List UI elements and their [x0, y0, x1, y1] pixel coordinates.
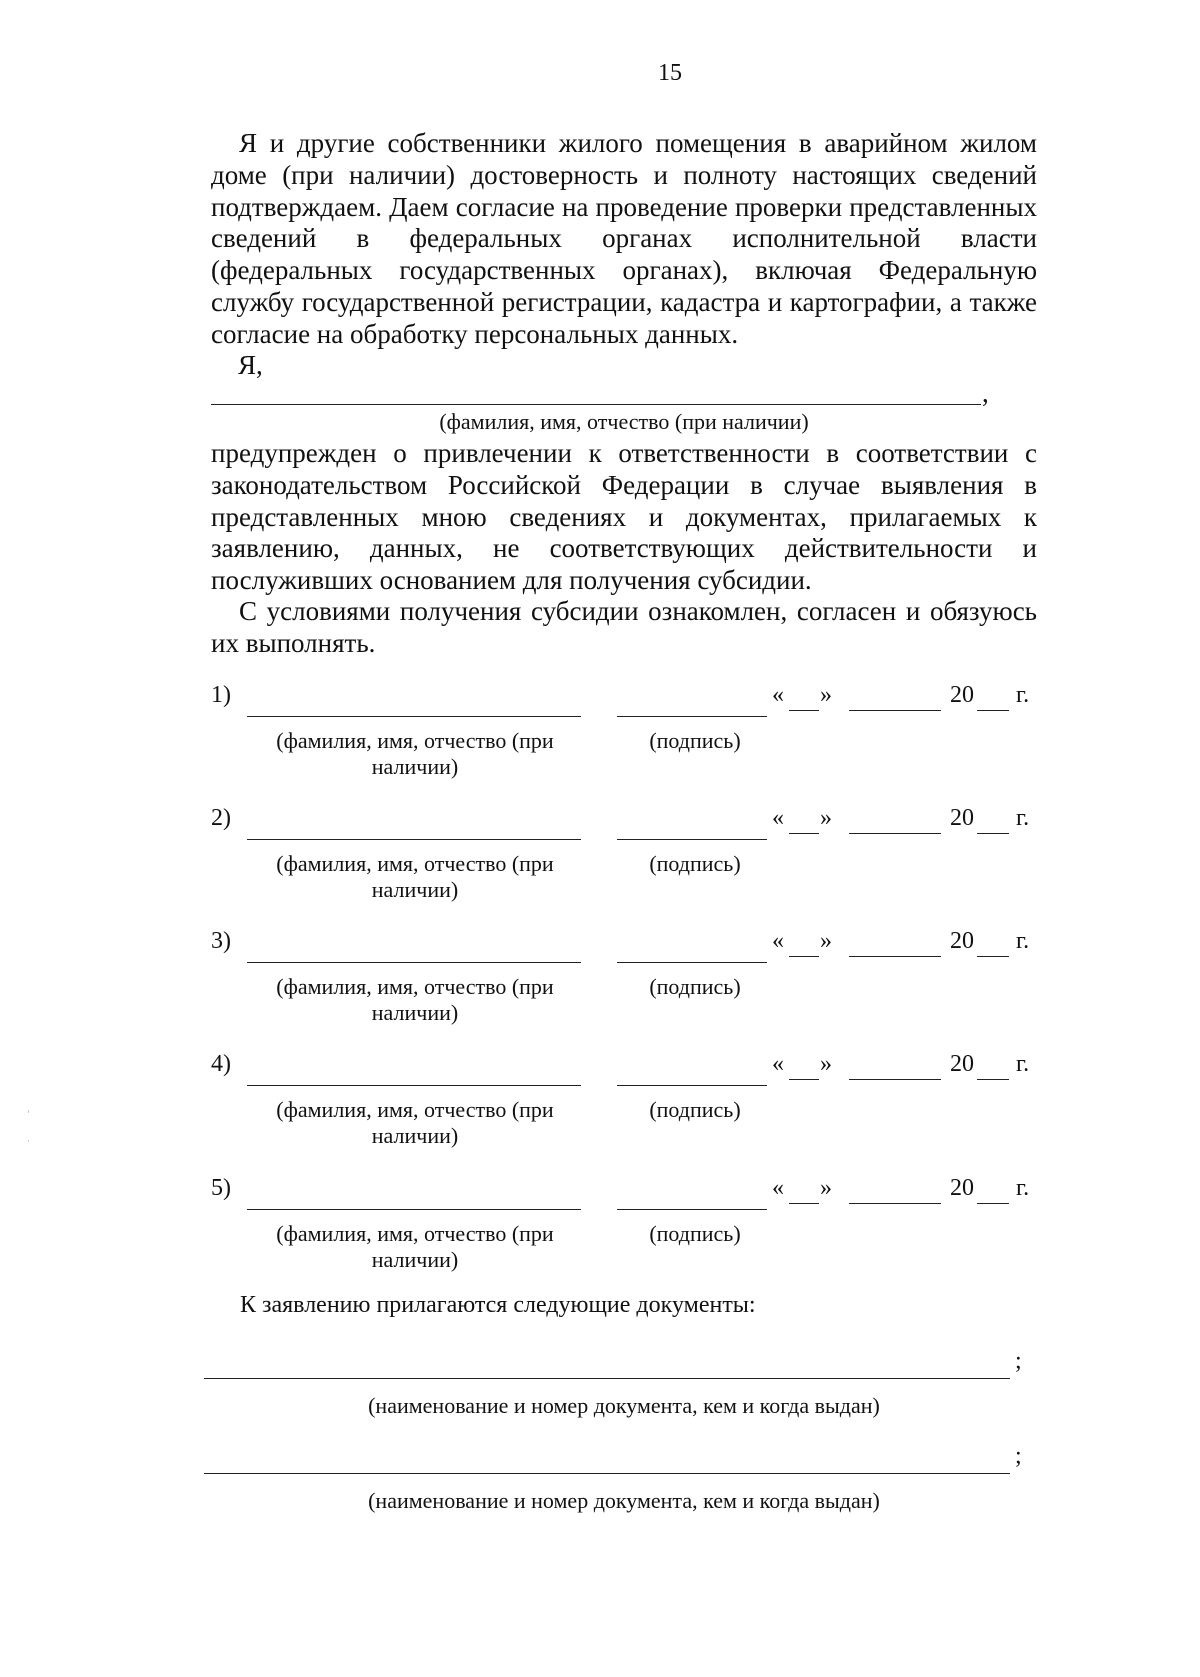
attachment-terminator: ;	[1015, 1348, 1022, 1374]
signature-number: 5)	[211, 1175, 231, 1201]
attachment-caption: (наименование и номер документа, кем и когда выдан)	[368, 1393, 880, 1418]
signature-name-caption: (фамилия, имя, отчество (при наличии)	[276, 1221, 554, 1272]
date-quote-open: «	[772, 1175, 784, 1201]
date-year-suffix: г.	[1016, 1051, 1030, 1077]
date-year-prefix: 20	[950, 805, 974, 831]
date-quote-close: »	[820, 1175, 832, 1201]
attachment-caption: (наименование и номер документа, кем и когда выдан)	[368, 1488, 880, 1513]
date-month-line[interactable]	[849, 956, 941, 957]
date-quote-open: «	[772, 928, 784, 954]
date-quote-open: «	[772, 805, 784, 831]
scan-artifact	[28, 1140, 29, 1142]
signature-sign-line[interactable]	[617, 716, 767, 717]
signature-sign-line[interactable]	[617, 962, 767, 963]
date-month-line[interactable]	[849, 710, 941, 711]
date-quote-open: «	[772, 682, 784, 708]
page-number: 15	[658, 60, 682, 86]
date-day-line[interactable]	[789, 833, 819, 834]
liability-paragraph: предупрежден о привлечении к ответственности в соответствии с законодательством Российской Федерации в случае выявления в представленных мною сведениях и документах, прилагаемых к заявлению, данных, не соответствующих действительности и послуживших основанием для получения субсидии.	[211, 438, 1037, 596]
date-year-prefix: 20	[950, 1051, 974, 1077]
date-year-prefix: 20	[950, 928, 974, 954]
date-year-suffix: г.	[1016, 682, 1030, 708]
date-month-line[interactable]	[849, 833, 941, 834]
declarant-name-caption: (фамилия, имя, отчество (при наличии)	[439, 409, 809, 434]
date-year-prefix: 20	[950, 682, 974, 708]
signature-name-line[interactable]	[247, 962, 581, 963]
signature-name-line[interactable]	[247, 716, 581, 717]
declarant-name-line[interactable]	[211, 404, 981, 405]
signature-name-line[interactable]	[247, 1085, 581, 1086]
signature-number: 4)	[211, 1051, 231, 1077]
signature-sign-caption: (подпись)	[649, 728, 741, 753]
attachment-line[interactable]	[204, 1473, 1010, 1474]
signature-sign-caption: (подпись)	[649, 1097, 741, 1122]
date-year-line[interactable]	[977, 710, 1009, 711]
signature-number: 2)	[211, 805, 231, 831]
scan-artifact	[28, 1110, 29, 1113]
date-day-line[interactable]	[789, 956, 819, 957]
signature-sign-line[interactable]	[617, 839, 767, 840]
date-quote-close: »	[820, 928, 832, 954]
signature-name-line[interactable]	[247, 839, 581, 840]
date-quote-close: »	[820, 682, 832, 708]
attachment-line[interactable]	[204, 1378, 1010, 1379]
signature-sign-caption: (подпись)	[649, 974, 741, 999]
signature-name-caption: (фамилия, имя, отчество (при наличии)	[276, 974, 554, 1025]
declarant-name-comma: ,	[982, 378, 989, 408]
signature-sign-caption: (подпись)	[649, 1221, 741, 1246]
date-day-line[interactable]	[789, 1079, 819, 1080]
attachment-terminator: ;	[1015, 1443, 1022, 1469]
date-day-line[interactable]	[789, 1203, 819, 1204]
date-year-suffix: г.	[1016, 805, 1030, 831]
date-quote-close: »	[820, 805, 832, 831]
date-year-suffix: г.	[1016, 928, 1030, 954]
signature-number: 3)	[211, 928, 231, 954]
signature-sign-line[interactable]	[617, 1085, 767, 1086]
signature-name-caption: (фамилия, имя, отчество (при наличии)	[276, 728, 554, 779]
date-year-line[interactable]	[977, 1079, 1009, 1080]
date-day-line[interactable]	[789, 710, 819, 711]
date-year-line[interactable]	[977, 1203, 1009, 1204]
attachments-title: К заявлению прилагаются следующие документы:	[240, 1292, 756, 1318]
date-quote-open: «	[772, 1051, 784, 1077]
date-year-line[interactable]	[977, 833, 1009, 834]
consent-paragraph: Я и другие собственники жилого помещения в аварийном жилом доме (при наличии) достоверность и полноту настоящих сведений подтверждаем. Даем согласие на проведение проверки представленных сведений в федеральных органах исполнительной власти (федеральных государственных органах), включая Федеральную службу государственной регистрации, кадастра и картографии, а также согласие на обработку персональных данных.	[211, 128, 1037, 349]
date-quote-close: »	[820, 1051, 832, 1077]
date-month-line[interactable]	[849, 1203, 941, 1204]
date-month-line[interactable]	[849, 1079, 941, 1080]
signature-sign-line[interactable]	[617, 1209, 767, 1210]
declarant-prefix: Я,	[238, 350, 263, 380]
signature-name-caption: (фамилия, имя, отчество (при наличии)	[276, 851, 554, 902]
date-year-line[interactable]	[977, 956, 1009, 957]
conditions-paragraph: С условиями получения субсидии ознакомлен, согласен и обязуюсь их выполнять.	[211, 596, 1037, 658]
date-year-prefix: 20	[950, 1175, 974, 1201]
signature-number: 1)	[211, 682, 231, 708]
date-year-suffix: г.	[1016, 1175, 1030, 1201]
signature-sign-caption: (подпись)	[649, 851, 741, 876]
signature-name-caption: (фамилия, имя, отчество (при наличии)	[276, 1097, 554, 1148]
signature-name-line[interactable]	[247, 1209, 581, 1210]
